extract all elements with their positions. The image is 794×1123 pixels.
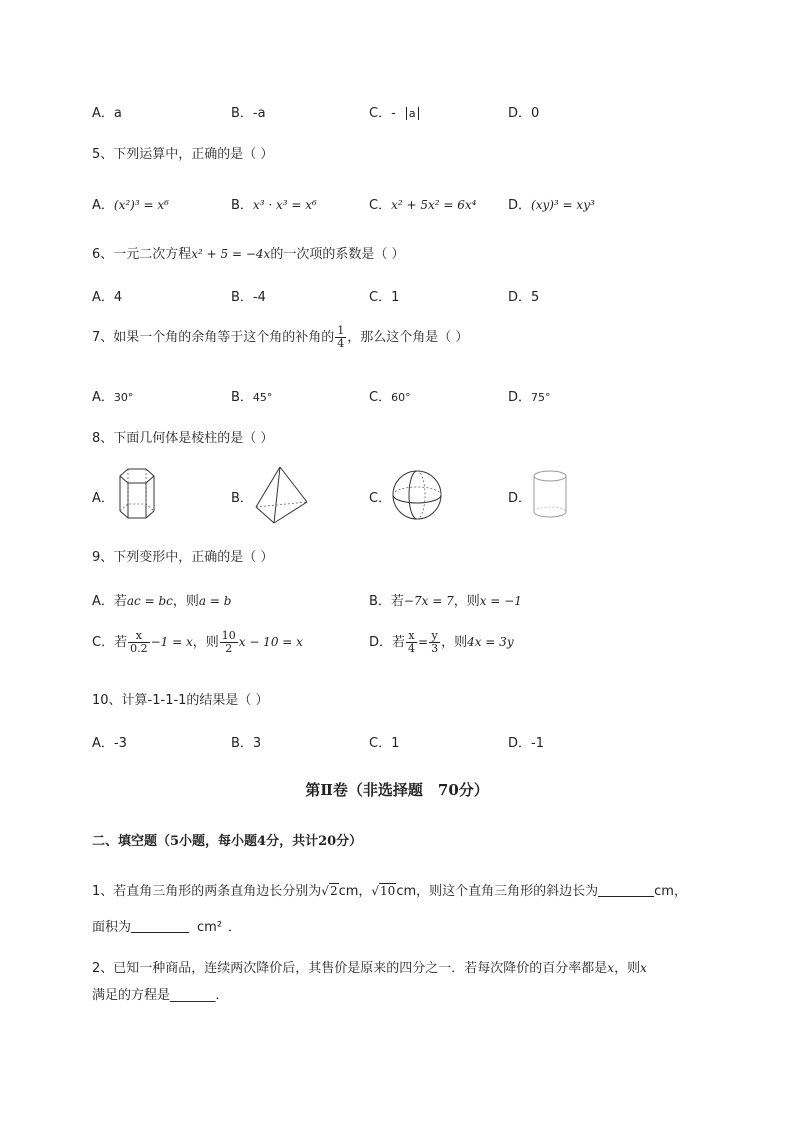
fill1-line2-end: ． bbox=[228, 920, 242, 935]
cylinder-icon bbox=[530, 469, 570, 521]
q6-option-b[interactable]: B．-4 bbox=[231, 290, 266, 305]
q9-c-frac2-num: 10 bbox=[221, 629, 236, 642]
q5-option-b-expr: x³ · x³ = x⁶ bbox=[252, 198, 317, 212]
q5-option-d-expr: (xy)³ = xy³ bbox=[531, 198, 595, 212]
q7-fraction bbox=[335, 325, 346, 350]
q9-option-c-frac1 bbox=[128, 630, 150, 655]
q9-option-c-math2: x − 10 = x bbox=[238, 635, 303, 649]
q7-option-b[interactable] bbox=[231, 386, 272, 405]
q5-option-b-label: B． bbox=[231, 198, 253, 213]
fill2-var2: x bbox=[640, 961, 647, 975]
q9-option-c[interactable] bbox=[92, 630, 303, 655]
q6-stem-pre: 6、一元二次方程 bbox=[92, 247, 192, 262]
fill1-unit2: cm，则这个直角三角形的斜边长为 bbox=[396, 884, 599, 899]
q6-option-d[interactable]: D．5 bbox=[508, 290, 540, 305]
q7-frac-num: 1 bbox=[337, 324, 345, 337]
q6-stem bbox=[92, 243, 404, 262]
q9-option-b-pre: B．若 bbox=[369, 594, 404, 609]
q9-c-frac1-den: 0.2 bbox=[130, 642, 148, 655]
q8-stem: 8、下面几何体是棱柱的是（ ） bbox=[92, 431, 274, 446]
q9-option-d-pre: D．若 bbox=[369, 635, 406, 650]
q9-d-frac1-den: 4 bbox=[408, 642, 416, 655]
q6-stem-math: x² + 5 = −4x bbox=[191, 247, 271, 261]
fill1-sqrt2-radicand: 10 bbox=[380, 884, 396, 898]
q9-d-frac2-den: 3 bbox=[431, 642, 439, 655]
q5-option-d[interactable] bbox=[508, 194, 595, 213]
q9-option-a-pre: A．若 bbox=[92, 594, 127, 609]
fill1-blank1[interactable] bbox=[598, 883, 654, 897]
q8-option-c[interactable]: C． bbox=[369, 491, 392, 506]
section2-heading: 二、填空题（5小题，每小题4分，共计20分） bbox=[92, 834, 363, 849]
q10-option-c[interactable]: C．1 bbox=[369, 736, 400, 751]
q6-option-a[interactable]: A．4 bbox=[92, 290, 123, 305]
q5-option-a-expr: (x²)³ = x⁶ bbox=[113, 198, 169, 212]
q5-option-a-label: A． bbox=[92, 198, 114, 213]
part2-title: 第Ⅱ卷（非选择题 70分） bbox=[305, 781, 489, 799]
q6-stem-post: 的一次项的系数是（ ） bbox=[270, 247, 405, 262]
fill1-sqrt1: √2 bbox=[321, 884, 338, 898]
q9-d-frac1-num: x bbox=[406, 630, 417, 643]
q5-stem: 5、下列运算中，正确的是（ ） bbox=[92, 147, 274, 162]
q9-option-b[interactable] bbox=[369, 590, 522, 609]
q9-c-frac2-den: 2 bbox=[225, 642, 233, 655]
q9-option-d[interactable] bbox=[369, 630, 514, 655]
q9-option-b-mid: ，则 bbox=[453, 594, 480, 609]
q9-option-d-eq: = bbox=[418, 635, 429, 649]
q4-option-c-abs: a bbox=[406, 107, 419, 120]
q5-option-b[interactable] bbox=[231, 194, 317, 213]
q7-frac-den: 4 bbox=[337, 337, 345, 350]
q9-option-c-pre: C．若 bbox=[92, 635, 128, 650]
q4-option-c[interactable] bbox=[369, 102, 419, 121]
sphere-icon bbox=[391, 469, 443, 521]
q9-option-a-mid: ，则 bbox=[172, 594, 199, 609]
q7-option-a-label: A． bbox=[92, 390, 114, 405]
q8-option-b[interactable]: B． bbox=[231, 491, 253, 506]
q9-option-a-math2: a = b bbox=[198, 594, 232, 608]
q9-option-a[interactable] bbox=[92, 590, 231, 609]
q4-option-d[interactable]: D．0 bbox=[508, 106, 540, 121]
fill2-line1-text: 2、已知一种商品，连续两次降价后，其售价是原来的四分之一．若每次降价的百分率都是 bbox=[92, 961, 608, 976]
fill2-var1: x bbox=[607, 961, 615, 975]
fill2-mid: ，则 bbox=[614, 961, 641, 976]
q7-option-c-label: C． bbox=[369, 390, 392, 405]
fill1-blank2[interactable] bbox=[131, 919, 189, 933]
tetrahedron-icon bbox=[252, 464, 310, 526]
q10-option-b[interactable]: B．3 bbox=[231, 736, 262, 751]
q9-option-c-mid: ，则 bbox=[192, 635, 219, 650]
q9-option-a-math1: ac = bc bbox=[126, 594, 173, 608]
fill1-line1 bbox=[92, 880, 687, 899]
q9-option-d-frac1 bbox=[406, 630, 417, 655]
q7-option-a-value: 30° bbox=[113, 391, 134, 404]
q9-option-d-math2: 4x = 3y bbox=[467, 635, 514, 649]
q9-option-d-mid: ，则 bbox=[441, 635, 468, 650]
q8-option-d[interactable]: D． bbox=[508, 491, 532, 506]
q5-option-a[interactable] bbox=[92, 194, 169, 213]
q9-d-frac2-num: y bbox=[429, 630, 440, 643]
q9-option-c-math1: −1 = x bbox=[150, 635, 193, 649]
q7-option-b-value: 45° bbox=[252, 391, 273, 404]
q5-option-c-expr: x² + 5x² = 6x⁴ bbox=[391, 198, 477, 212]
fill1-line2-unit: cm² bbox=[197, 920, 223, 935]
q9-option-b-math2: x = −1 bbox=[479, 594, 522, 608]
q10-stem: 10、计算-1-1-1的结果是（ ） bbox=[92, 693, 269, 708]
q9-c-frac1-num: x bbox=[128, 630, 150, 643]
q7-option-c-value: 60° bbox=[391, 391, 411, 404]
fill2-line2: 满足的方程是_______． bbox=[92, 988, 229, 1003]
hexagonal-prism-icon bbox=[114, 467, 162, 521]
q5-option-c-label: C． bbox=[369, 198, 392, 213]
q9-stem: 9、下列变形中，正确的是（ ） bbox=[92, 550, 274, 565]
q7-option-a[interactable] bbox=[92, 386, 133, 405]
fill1-sqrt1-radicand: 2 bbox=[329, 884, 338, 898]
q7-stem-pre: 7、如果一个角的余角等于这个角的补角的 bbox=[92, 330, 335, 345]
q7-option-c[interactable] bbox=[369, 386, 411, 405]
fill1-line2-pre: 面积为 bbox=[92, 920, 132, 935]
q4-option-a[interactable]: A．a bbox=[92, 106, 122, 121]
q7-option-d-label: D． bbox=[508, 390, 532, 405]
q5-option-d-label: D． bbox=[508, 198, 532, 213]
q9-option-d-frac2 bbox=[429, 630, 440, 655]
fill1-unit1: cm， bbox=[338, 884, 372, 899]
fill1-pre: 1、若直角三角形的两条直角边长分别为 bbox=[92, 884, 322, 899]
q8-option-a[interactable]: A． bbox=[92, 491, 114, 506]
fill1-sqrt2: √10 bbox=[371, 884, 396, 898]
q6-option-c[interactable]: C．1 bbox=[369, 290, 400, 305]
q7-stem bbox=[92, 325, 468, 350]
q4-option-c-label: C．- bbox=[369, 106, 396, 121]
q10-option-a[interactable]: A．-3 bbox=[92, 736, 127, 751]
q4-option-b[interactable]: B．-a bbox=[231, 106, 266, 121]
fill1-unit3: cm， bbox=[654, 884, 687, 899]
fill2-line1 bbox=[92, 957, 647, 976]
q7-stem-post: ，那么这个角是（ ） bbox=[347, 330, 469, 345]
q7-option-b-label: B． bbox=[231, 390, 253, 405]
q5-option-c[interactable] bbox=[369, 194, 476, 213]
q7-option-d[interactable] bbox=[508, 386, 551, 405]
q9-option-c-frac2 bbox=[220, 630, 238, 655]
fill1-line2 bbox=[92, 916, 241, 935]
q7-option-d-value: 75° bbox=[531, 391, 551, 404]
q10-option-d[interactable]: D．-1 bbox=[508, 736, 544, 751]
q9-option-b-math1: −7x = 7 bbox=[403, 594, 454, 608]
